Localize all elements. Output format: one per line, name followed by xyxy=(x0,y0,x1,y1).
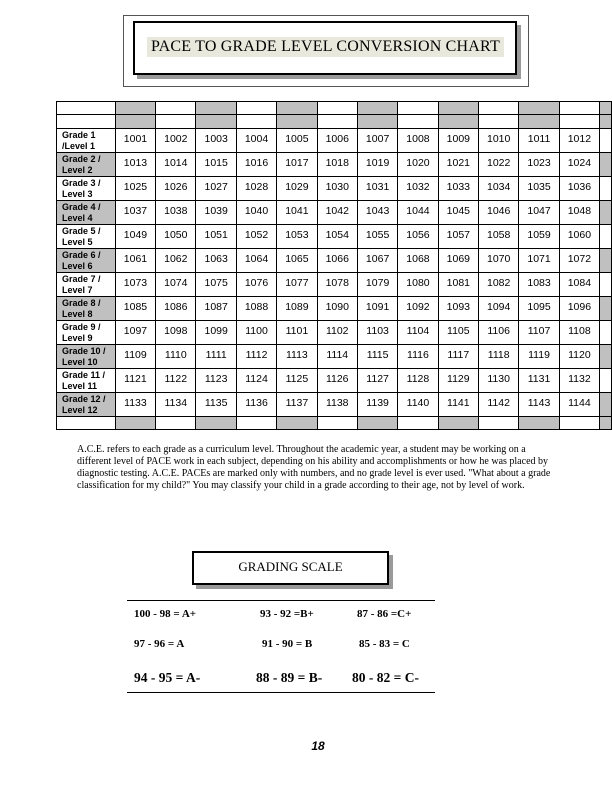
empty-cell xyxy=(600,321,612,345)
grading-scale-bottom-rule xyxy=(127,692,435,693)
pace-number-cell: 1018 xyxy=(317,153,357,177)
pace-number-cell: 1142 xyxy=(479,393,519,417)
empty-cell xyxy=(156,115,196,129)
pace-number-cell: 1025 xyxy=(115,177,155,201)
pace-number-cell: 1054 xyxy=(317,225,357,249)
pace-number-cell: 1104 xyxy=(398,321,438,345)
pace-number-cell: 1028 xyxy=(236,177,276,201)
pace-number-cell: 1055 xyxy=(357,225,397,249)
table-row xyxy=(57,129,612,153)
pace-number-cell: 1012 xyxy=(559,129,599,153)
empty-cell xyxy=(156,102,196,115)
empty-cell xyxy=(357,417,397,430)
pace-number-cell: 1021 xyxy=(438,153,478,177)
empty-cell xyxy=(398,417,438,430)
pace-number-cell: 1085 xyxy=(115,297,155,321)
pace-number-cell: 1048 xyxy=(559,201,599,225)
pace-number-cell: 1023 xyxy=(519,153,559,177)
pace-number-cell: 1077 xyxy=(277,273,317,297)
empty-cell xyxy=(277,417,317,430)
pace-number-cell: 1030 xyxy=(317,177,357,201)
pace-number-cell: 1078 xyxy=(317,273,357,297)
empty-cell xyxy=(519,417,559,430)
table-row xyxy=(57,153,612,177)
pace-number-cell: 1067 xyxy=(357,249,397,273)
pace-number-cell: 1137 xyxy=(277,393,317,417)
pace-number-cell: 1009 xyxy=(438,129,478,153)
grade-level-label: Grade 2 / Level 2 xyxy=(57,153,116,177)
pace-number-cell: 1039 xyxy=(196,201,236,225)
empty-cell xyxy=(600,345,612,369)
pace-number-cell: 1011 xyxy=(519,129,559,153)
empty-cell xyxy=(57,102,116,115)
pace-number-cell: 1036 xyxy=(559,177,599,201)
empty-cell xyxy=(600,102,612,115)
conversion-table xyxy=(56,101,612,430)
pace-number-cell: 1103 xyxy=(357,321,397,345)
grade-b-minus: 88 - 89 = B- xyxy=(256,670,323,685)
pace-number-cell: 1038 xyxy=(156,201,196,225)
pace-number-cell: 1002 xyxy=(156,129,196,153)
pace-number-cell: 1043 xyxy=(357,201,397,225)
pace-number-cell: 1093 xyxy=(438,297,478,321)
pace-number-cell: 1005 xyxy=(277,129,317,153)
empty-cell xyxy=(317,417,357,430)
pace-number-cell: 1122 xyxy=(156,369,196,393)
pace-number-cell: 1140 xyxy=(398,393,438,417)
pace-number-cell: 1084 xyxy=(559,273,599,297)
empty-cell xyxy=(479,417,519,430)
pace-number-cell: 1088 xyxy=(236,297,276,321)
pace-number-cell: 1070 xyxy=(479,249,519,273)
pace-number-cell: 1068 xyxy=(398,249,438,273)
pace-number-cell: 1112 xyxy=(236,345,276,369)
pace-number-cell: 1062 xyxy=(156,249,196,273)
pace-number-cell: 1128 xyxy=(398,369,438,393)
pace-number-cell: 1042 xyxy=(317,201,357,225)
grade-level-label: Grade 1 /Level 1 xyxy=(57,129,116,153)
pace-number-cell: 1050 xyxy=(156,225,196,249)
pace-number-cell: 1102 xyxy=(317,321,357,345)
pace-number-cell: 1064 xyxy=(236,249,276,273)
pace-number-cell: 1020 xyxy=(398,153,438,177)
empty-cell xyxy=(559,417,599,430)
pace-number-cell: 1132 xyxy=(559,369,599,393)
pace-number-cell: 1101 xyxy=(277,321,317,345)
pace-number-cell: 1123 xyxy=(196,369,236,393)
empty-cell xyxy=(236,115,276,129)
pace-number-cell: 1098 xyxy=(156,321,196,345)
pace-number-cell: 1090 xyxy=(317,297,357,321)
empty-cell xyxy=(398,115,438,129)
empty-cell xyxy=(357,102,397,115)
table-row xyxy=(57,201,612,225)
empty-cell xyxy=(600,417,612,430)
pace-number-cell: 1014 xyxy=(156,153,196,177)
table-row xyxy=(57,273,612,297)
grade-a: 97 - 96 = A xyxy=(134,638,185,650)
pace-number-cell: 1061 xyxy=(115,249,155,273)
empty-cell xyxy=(600,129,612,153)
grade-a-minus: 94 - 95 = A- xyxy=(134,670,201,685)
empty-cell xyxy=(600,177,612,201)
pace-number-cell: 1126 xyxy=(317,369,357,393)
page-number: 18 xyxy=(311,739,325,753)
grade-c: 85 - 83 = C xyxy=(359,638,410,650)
grade-level-label: Grade 11 / Level 11 xyxy=(57,369,116,393)
pace-number-cell: 1051 xyxy=(196,225,236,249)
empty-cell xyxy=(600,273,612,297)
empty-cell xyxy=(357,115,397,129)
grade-level-label: Grade 6 / Level 6 xyxy=(57,249,116,273)
pace-number-cell: 1143 xyxy=(519,393,559,417)
pace-number-cell: 1120 xyxy=(559,345,599,369)
empty-cell xyxy=(600,153,612,177)
empty-cell xyxy=(277,102,317,115)
table-header-blank-row xyxy=(57,102,612,115)
empty-cell xyxy=(600,369,612,393)
grade-b-plus: 93 - 92 =B+ xyxy=(260,608,314,620)
pace-number-cell: 1113 xyxy=(277,345,317,369)
pace-number-cell: 1105 xyxy=(438,321,478,345)
pace-number-cell: 1047 xyxy=(519,201,559,225)
pace-number-cell: 1065 xyxy=(277,249,317,273)
table-row xyxy=(57,321,612,345)
pace-number-cell: 1111 xyxy=(196,345,236,369)
grade-level-label: Grade 9 / Level 9 xyxy=(57,321,116,345)
grade-level-label: Grade 3 / Level 3 xyxy=(57,177,116,201)
pace-number-cell: 1079 xyxy=(357,273,397,297)
pace-number-cell: 1003 xyxy=(196,129,236,153)
pace-number-cell: 1001 xyxy=(115,129,155,153)
pace-number-cell: 1095 xyxy=(519,297,559,321)
empty-cell xyxy=(115,115,155,129)
pace-number-cell: 1016 xyxy=(236,153,276,177)
pace-number-cell: 1092 xyxy=(398,297,438,321)
pace-number-cell: 1086 xyxy=(156,297,196,321)
pace-number-cell: 1094 xyxy=(479,297,519,321)
pace-number-cell: 1117 xyxy=(438,345,478,369)
pace-number-cell: 1058 xyxy=(479,225,519,249)
pace-number-cell: 1075 xyxy=(196,273,236,297)
pace-number-cell: 1125 xyxy=(277,369,317,393)
pace-number-cell: 1069 xyxy=(438,249,478,273)
pace-number-cell: 1076 xyxy=(236,273,276,297)
table-row xyxy=(57,177,612,201)
empty-cell xyxy=(196,115,236,129)
pace-number-cell: 1091 xyxy=(357,297,397,321)
pace-number-cell: 1037 xyxy=(115,201,155,225)
pace-number-cell: 1097 xyxy=(115,321,155,345)
empty-cell xyxy=(317,102,357,115)
pace-number-cell: 1114 xyxy=(317,345,357,369)
pace-number-cell: 1080 xyxy=(398,273,438,297)
pace-number-cell: 1134 xyxy=(156,393,196,417)
pace-number-cell: 1063 xyxy=(196,249,236,273)
page-title: PACE TO GRADE LEVEL CONVERSION CHART xyxy=(147,37,504,57)
grade-c-minus: 80 - 82 = C- xyxy=(352,670,419,685)
grade-a-plus: 100 - 98 = A+ xyxy=(134,608,197,620)
grade-level-label: Grade 4 / Level 4 xyxy=(57,201,116,225)
pace-number-cell: 1015 xyxy=(196,153,236,177)
empty-cell xyxy=(236,102,276,115)
grade-level-label: Grade 10 / Level 10 xyxy=(57,345,116,369)
pace-number-cell: 1022 xyxy=(479,153,519,177)
grade-b: 91 - 90 = B xyxy=(262,638,313,650)
empty-cell xyxy=(600,249,612,273)
pace-number-cell: 1131 xyxy=(519,369,559,393)
pace-number-cell: 1106 xyxy=(479,321,519,345)
pace-number-cell: 1045 xyxy=(438,201,478,225)
empty-cell xyxy=(479,115,519,129)
pace-number-cell: 1083 xyxy=(519,273,559,297)
pace-number-cell: 1027 xyxy=(196,177,236,201)
grade-level-label: Grade 8 / Level 8 xyxy=(57,297,116,321)
pace-number-cell: 1006 xyxy=(317,129,357,153)
pace-number-cell: 1107 xyxy=(519,321,559,345)
pace-number-cell: 1057 xyxy=(438,225,478,249)
pace-number-cell: 1033 xyxy=(438,177,478,201)
pace-number-cell: 1100 xyxy=(236,321,276,345)
grading-scale-title: GRADING SCALE xyxy=(238,559,343,574)
table-footer-blank-row xyxy=(57,417,612,430)
table-row xyxy=(57,369,612,393)
empty-cell xyxy=(57,417,116,430)
pace-number-cell: 1034 xyxy=(479,177,519,201)
pace-number-cell: 1073 xyxy=(115,273,155,297)
pace-number-cell: 1029 xyxy=(277,177,317,201)
pace-number-cell: 1089 xyxy=(277,297,317,321)
table-header-band-row xyxy=(57,115,612,129)
pace-number-cell: 1144 xyxy=(559,393,599,417)
pace-number-cell: 1087 xyxy=(196,297,236,321)
pace-number-cell: 1136 xyxy=(236,393,276,417)
pace-number-cell: 1072 xyxy=(559,249,599,273)
pace-number-cell: 1099 xyxy=(196,321,236,345)
pace-number-cell: 1129 xyxy=(438,369,478,393)
table-row xyxy=(57,225,612,249)
empty-cell xyxy=(115,417,155,430)
pace-number-cell: 1119 xyxy=(519,345,559,369)
pace-number-cell: 1031 xyxy=(357,177,397,201)
pace-number-cell: 1110 xyxy=(156,345,196,369)
pace-number-cell: 1044 xyxy=(398,201,438,225)
pace-number-cell: 1032 xyxy=(398,177,438,201)
empty-cell xyxy=(277,115,317,129)
pace-number-cell: 1135 xyxy=(196,393,236,417)
empty-cell xyxy=(559,102,599,115)
pace-number-cell: 1121 xyxy=(115,369,155,393)
pace-number-cell: 1071 xyxy=(519,249,559,273)
pace-number-cell: 1118 xyxy=(479,345,519,369)
grade-level-label: Grade 12 / Level 12 xyxy=(57,393,116,417)
empty-cell xyxy=(600,225,612,249)
empty-cell xyxy=(600,115,612,129)
pace-number-cell: 1081 xyxy=(438,273,478,297)
pace-number-cell: 1133 xyxy=(115,393,155,417)
empty-cell xyxy=(519,115,559,129)
empty-cell xyxy=(398,102,438,115)
pace-number-cell: 1008 xyxy=(398,129,438,153)
empty-cell xyxy=(196,417,236,430)
empty-cell xyxy=(600,201,612,225)
pace-number-cell: 1108 xyxy=(559,321,599,345)
empty-cell xyxy=(479,102,519,115)
pace-number-cell: 1060 xyxy=(559,225,599,249)
pace-number-cell: 1066 xyxy=(317,249,357,273)
pace-number-cell: 1013 xyxy=(115,153,155,177)
pace-number-cell: 1026 xyxy=(156,177,196,201)
pace-number-cell: 1004 xyxy=(236,129,276,153)
pace-number-cell: 1017 xyxy=(277,153,317,177)
empty-cell xyxy=(438,115,478,129)
pace-number-cell: 1019 xyxy=(357,153,397,177)
pace-number-cell: 1074 xyxy=(156,273,196,297)
table-row xyxy=(57,297,612,321)
pace-number-cell: 1109 xyxy=(115,345,155,369)
empty-cell xyxy=(519,102,559,115)
pace-number-cell: 1053 xyxy=(277,225,317,249)
grade-level-label: Grade 7 / Level 7 xyxy=(57,273,116,297)
empty-cell xyxy=(57,115,116,129)
pace-number-cell: 1007 xyxy=(357,129,397,153)
pace-number-cell: 1082 xyxy=(479,273,519,297)
table-row xyxy=(57,345,612,369)
pace-number-cell: 1116 xyxy=(398,345,438,369)
empty-cell xyxy=(196,102,236,115)
pace-number-cell: 1052 xyxy=(236,225,276,249)
pace-number-cell: 1127 xyxy=(357,369,397,393)
pace-number-cell: 1096 xyxy=(559,297,599,321)
pace-number-cell: 1115 xyxy=(357,345,397,369)
empty-cell xyxy=(236,417,276,430)
table-row xyxy=(57,249,612,273)
empty-cell xyxy=(559,115,599,129)
pace-number-cell: 1139 xyxy=(357,393,397,417)
pace-number-cell: 1059 xyxy=(519,225,559,249)
empty-cell xyxy=(600,393,612,417)
empty-cell xyxy=(115,102,155,115)
grade-c-plus: 87 - 86 =C+ xyxy=(357,608,412,620)
pace-number-cell: 1040 xyxy=(236,201,276,225)
pace-number-cell: 1056 xyxy=(398,225,438,249)
empty-cell xyxy=(317,115,357,129)
grade-level-label: Grade 5 / Level 5 xyxy=(57,225,116,249)
table-row xyxy=(57,393,612,417)
pace-number-cell: 1141 xyxy=(438,393,478,417)
pace-number-cell: 1046 xyxy=(479,201,519,225)
pace-number-cell: 1138 xyxy=(317,393,357,417)
pace-number-cell: 1010 xyxy=(479,129,519,153)
pace-number-cell: 1035 xyxy=(519,177,559,201)
pace-number-cell: 1024 xyxy=(559,153,599,177)
empty-cell xyxy=(600,297,612,321)
grading-scale-top-rule xyxy=(127,600,435,601)
pace-number-cell: 1041 xyxy=(277,201,317,225)
empty-cell xyxy=(438,417,478,430)
empty-cell xyxy=(156,417,196,430)
pace-number-cell: 1124 xyxy=(236,369,276,393)
pace-number-cell: 1130 xyxy=(479,369,519,393)
pace-number-cell: 1049 xyxy=(115,225,155,249)
explanation-paragraph: A.C.E. refers to each grade as a curriculum level. Throughout the academic year, a student may be working on a different level of PACE work in each subject, depending on his ability and accomplishments or how he was placed by diagnostic testing. A.C.E. PACEs are marked only with numbers, and no grade level is ever used. "What about a grade classification for my child?" You may classify your child in a grade according to their age, not by level of work. xyxy=(77,444,551,491)
empty-cell xyxy=(438,102,478,115)
